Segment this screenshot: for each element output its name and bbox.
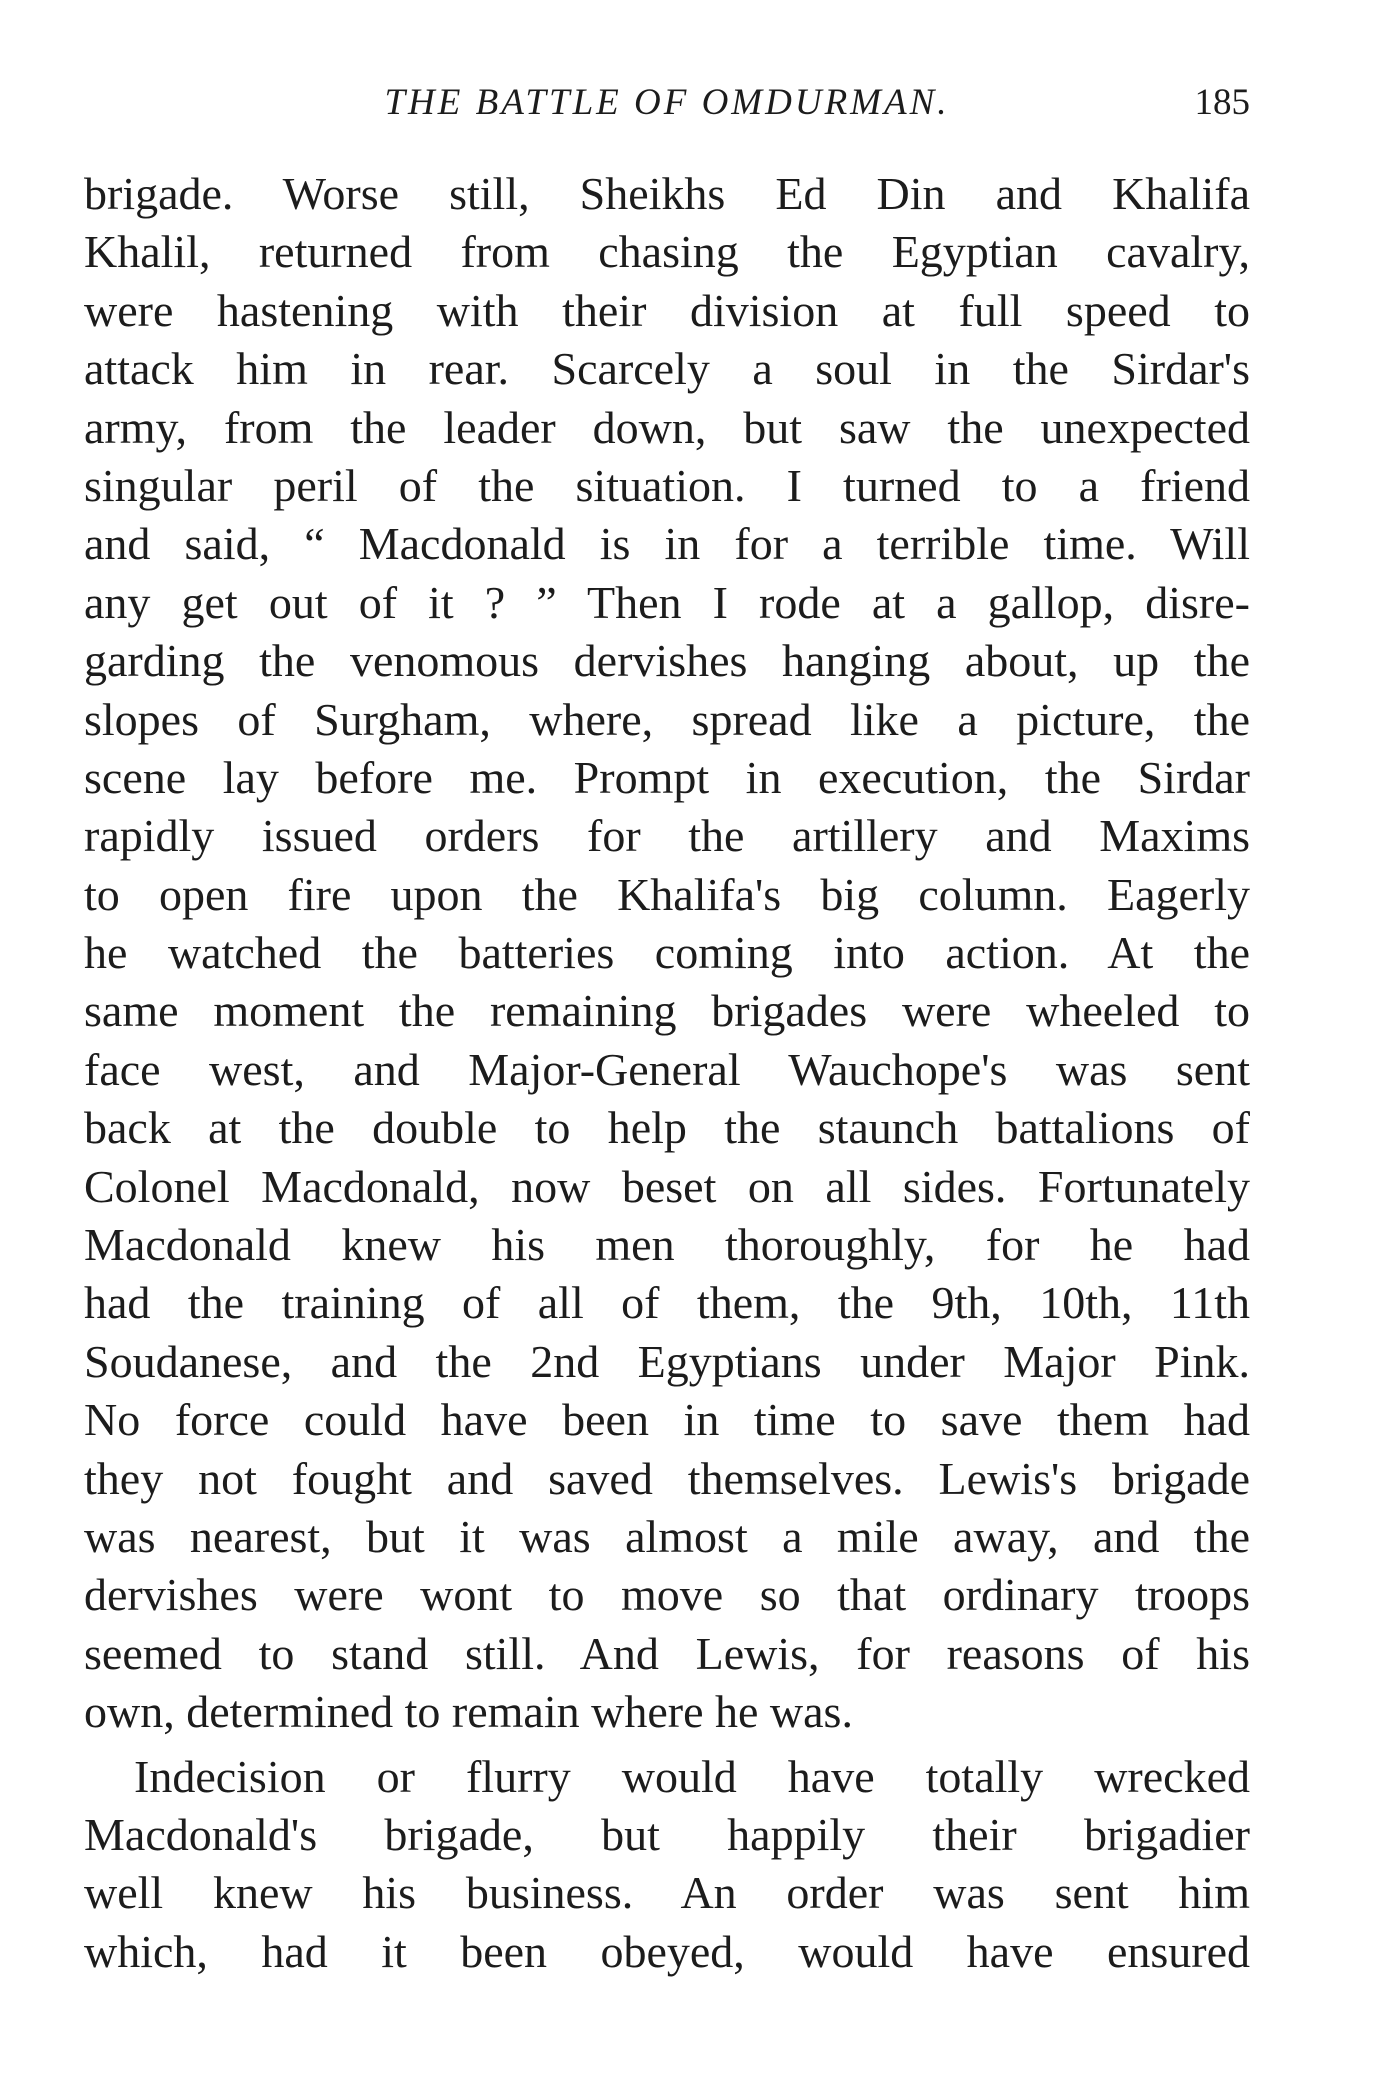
- running-title: THE BATTLE OF OMDURMAN.: [384, 82, 950, 123]
- text-line: and said, “ Macdonald is in for a terrible time. Will: [84, 518, 1250, 570]
- text-line: attack him in rear. Scarcely a soul in the Sirdar's: [84, 343, 1250, 395]
- text-line: dervishes were wont to move so that ordinary troops: [84, 1569, 1250, 1621]
- text-line: singular peril of the situation. I turned to a friend: [84, 459, 1250, 511]
- text-line: Colonel Macdonald, now beset on all sides. Fortunately: [84, 1160, 1250, 1212]
- text-line: own, determined to remain where he was.: [84, 1686, 853, 1738]
- text-line: Indecision or flurry would have totally wrecked: [134, 1750, 1250, 1802]
- text-line: was nearest, but it was almost a mile away, and the: [84, 1510, 1250, 1562]
- text-line: back at the double to help the staunch battalions of: [84, 1102, 1250, 1154]
- text-line: rapidly issued orders for the artillery and Maxims: [84, 810, 1250, 862]
- text-line: well knew his business. An order was sent him: [84, 1867, 1250, 1919]
- page-number: 185: [1194, 82, 1250, 123]
- text-line: brigade. Worse still, Sheikhs Ed Din and Khalifa: [84, 168, 1250, 219]
- text-line: to open fire upon the Khalifa's big column. Eagerly: [84, 868, 1250, 920]
- text-line: Macdonald knew his men thoroughly, for he had: [84, 1219, 1250, 1271]
- text-line: seemed to stand still. And Lewis, for reasons of his: [84, 1627, 1250, 1679]
- text-line: garding the venomous dervishes hanging about, up the: [84, 635, 1250, 687]
- text-line: Macdonald's brigade, but happily their brigadier: [84, 1808, 1250, 1860]
- text-line: scene lay before me. Prompt in execution, the Sirdar: [84, 751, 1250, 803]
- text-line: Soudanese, and the 2nd Egyptians under Major Pink.: [84, 1335, 1250, 1387]
- text-line: he watched the batteries coming into action. At the: [84, 927, 1250, 979]
- text-line: they not fought and saved themselves. Lewis's brigade: [84, 1452, 1250, 1504]
- text-line: slopes of Surgham, where, spread like a picture, the: [84, 693, 1250, 745]
- text-line: face west, and Major-General Wauchope's was sent: [84, 1043, 1250, 1095]
- text-line: Khalil, returned from chasing the Egyptian cavalry,: [84, 226, 1250, 278]
- text-line: were hastening with their division at full speed to: [84, 284, 1250, 336]
- text-line: No force could have been in time to save them had: [84, 1394, 1250, 1446]
- text-line: army, from the leader down, but saw the unexpected: [84, 401, 1250, 453]
- text-line: same moment the remaining brigades were wheeled to: [84, 985, 1250, 1037]
- paragraph-1: [84, 165, 1250, 1742]
- paragraph-2: [84, 1748, 1250, 1982]
- body-text: [84, 165, 1250, 1981]
- running-head: [84, 78, 1250, 128]
- text-line: had the training of all of them, the 9th, 10th, 11th: [84, 1277, 1250, 1329]
- text-line: which, had it been obeyed, would have ensured: [84, 1925, 1250, 1977]
- text-line: any get out of it ? ” Then I rode at a gallop, disre-: [84, 576, 1250, 628]
